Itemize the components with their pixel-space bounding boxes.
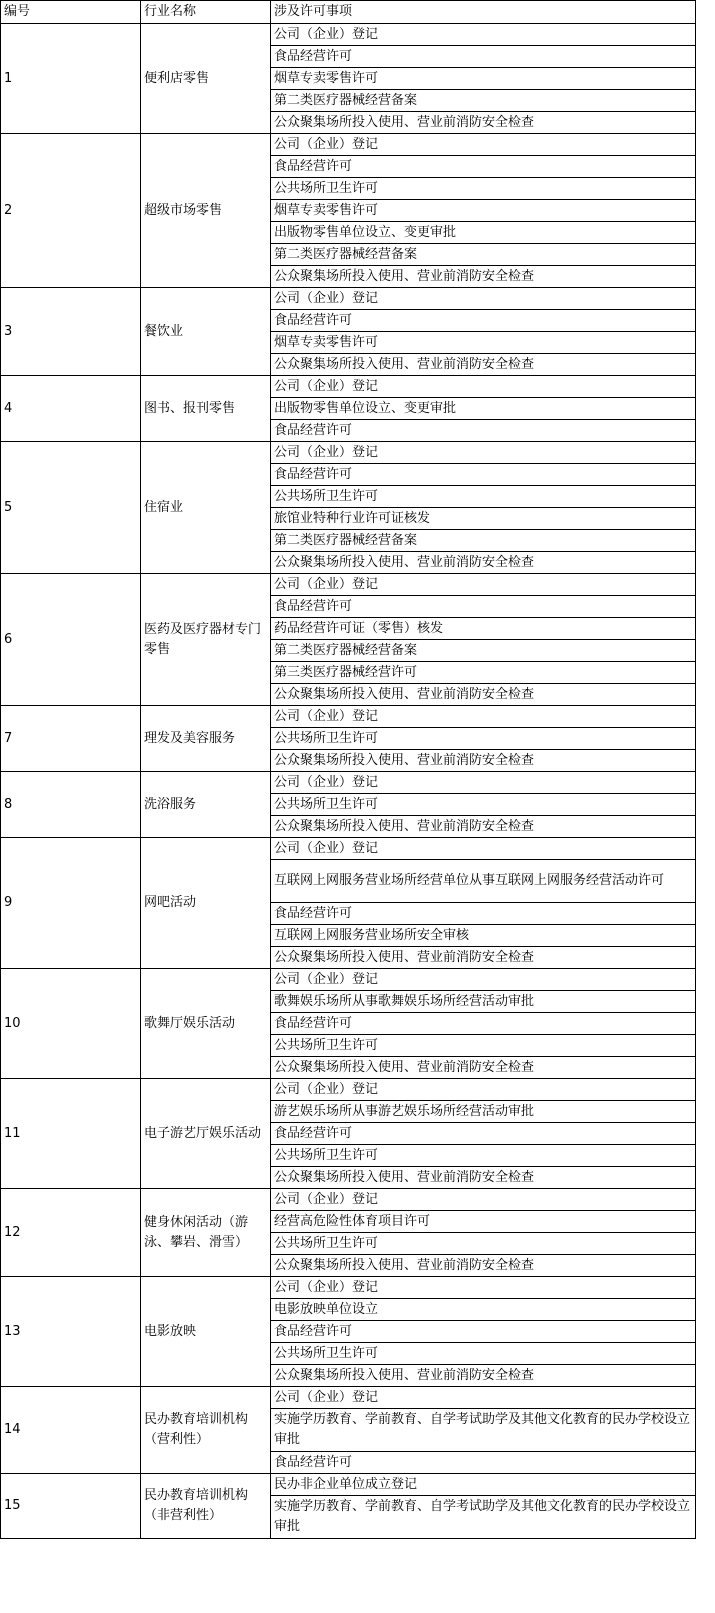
permit-item: 食品经营许可 [271, 156, 696, 178]
row-id: 15 [1, 1474, 141, 1539]
table-row [1, 24, 696, 46]
table-row [1, 1189, 696, 1211]
permit-item: 经营高危险性体育项目许可 [271, 1211, 696, 1233]
permit-item: 药品经营许可证（零售）核发 [271, 618, 696, 640]
permit-item: 公众聚集场所投入使用、营业前消防安全检查 [271, 112, 696, 134]
permit-item: 公众聚集场所投入使用、营业前消防安全检查 [271, 684, 696, 706]
industry-name: 住宿业 [141, 442, 271, 574]
row-id: 10 [1, 969, 141, 1079]
permit-item: 实施学历教育、学前教育、自学考试助学及其他文化教育的民办学校设立审批 [271, 1496, 696, 1539]
table-row [1, 838, 696, 860]
table-row [1, 1474, 696, 1496]
row-id: 9 [1, 838, 141, 969]
permit-item: 食品经营许可 [271, 310, 696, 332]
permit-item: 第二类医疗器械经营备案 [271, 90, 696, 112]
industry-name: 图书、报刊零售 [141, 376, 271, 442]
permit-item: 公众聚集场所投入使用、营业前消防安全检查 [271, 552, 696, 574]
row-id: 5 [1, 442, 141, 574]
permit-item: 烟草专卖零售许可 [271, 68, 696, 90]
industry-name: 歌舞厅娱乐活动 [141, 969, 271, 1079]
header-industry: 行业名称 [141, 1, 271, 24]
permit-item: 公众聚集场所投入使用、营业前消防安全检查 [271, 816, 696, 838]
permit-item: 食品经营许可 [271, 596, 696, 618]
permit-item: 第二类医疗器械经营备案 [271, 640, 696, 662]
permit-item: 烟草专卖零售许可 [271, 332, 696, 354]
table-row [1, 574, 696, 596]
industry-name: 医药及医疗器材专门零售 [141, 574, 271, 706]
permit-item: 公众聚集场所投入使用、营业前消防安全检查 [271, 750, 696, 772]
permit-item: 互联网上网服务营业场所经营单位从事互联网上网服务经营活动许可 [271, 860, 696, 903]
permit-item: 公司（企业）登记 [271, 706, 696, 728]
industry-name: 民办教育培训机构（非营利性） [141, 1474, 271, 1539]
row-id: 14 [1, 1387, 141, 1474]
industry-name: 健身休闲活动（游泳、攀岩、滑雪） [141, 1189, 271, 1277]
permit-item: 公司（企业）登记 [271, 772, 696, 794]
permit-item: 公众聚集场所投入使用、营业前消防安全检查 [271, 947, 696, 969]
permit-item: 公司（企业）登记 [271, 574, 696, 596]
permit-item: 第三类医疗器械经营许可 [271, 662, 696, 684]
table-row [1, 706, 696, 728]
row-id: 12 [1, 1189, 141, 1277]
permit-item: 食品经营许可 [271, 46, 696, 68]
industry-name: 超级市场零售 [141, 134, 271, 288]
permit-item: 互联网上网服务营业场所安全审核 [271, 925, 696, 947]
permit-item: 实施学历教育、学前教育、自学考试助学及其他文化教育的民办学校设立审批 [271, 1409, 696, 1452]
table-row [1, 134, 696, 156]
permit-item: 公共场所卫生许可 [271, 486, 696, 508]
table-row [1, 1079, 696, 1101]
permit-item: 食品经营许可 [271, 903, 696, 925]
row-id: 13 [1, 1277, 141, 1387]
permit-item: 公共场所卫生许可 [271, 794, 696, 816]
permit-item: 公司（企业）登记 [271, 1277, 696, 1299]
permit-item: 民办非企业单位成立登记 [271, 1474, 696, 1496]
table-row [1, 1277, 696, 1299]
permit-item: 食品经营许可 [271, 420, 696, 442]
row-id: 6 [1, 574, 141, 706]
permit-item: 公司（企业）登记 [271, 376, 696, 398]
permit-item: 第二类医疗器械经营备案 [271, 530, 696, 552]
industry-name: 民办教育培训机构（营利性） [141, 1387, 271, 1474]
row-id: 1 [1, 24, 141, 134]
row-id: 3 [1, 288, 141, 376]
industry-name: 电影放映 [141, 1277, 271, 1387]
industry-name: 便利店零售 [141, 24, 271, 134]
permit-item: 公共场所卫生许可 [271, 178, 696, 200]
permit-item: 食品经营许可 [271, 464, 696, 486]
permit-item: 公司（企业）登记 [271, 1387, 696, 1409]
industry-name: 理发及美容服务 [141, 706, 271, 772]
industry-name: 电子游艺厅娱乐活动 [141, 1079, 271, 1189]
row-id: 2 [1, 134, 141, 288]
permit-item: 公共场所卫生许可 [271, 1343, 696, 1365]
permit-item: 公众聚集场所投入使用、营业前消防安全检查 [271, 1365, 696, 1387]
permit-item: 公众聚集场所投入使用、营业前消防安全检查 [271, 354, 696, 376]
permit-item: 公众聚集场所投入使用、营业前消防安全检查 [271, 266, 696, 288]
permit-item: 烟草专卖零售许可 [271, 200, 696, 222]
header-id: 编号 [1, 1, 141, 24]
permit-item: 旅馆业特种行业许可证核发 [271, 508, 696, 530]
permit-item: 公司（企业）登记 [271, 1189, 696, 1211]
permit-item: 游艺娱乐场所从事游艺娱乐场所经营活动审批 [271, 1101, 696, 1123]
permit-item: 公司（企业）登记 [271, 1079, 696, 1101]
permit-item: 公司（企业）登记 [271, 838, 696, 860]
permit-item: 食品经营许可 [271, 1013, 696, 1035]
permit-item: 公司（企业）登记 [271, 442, 696, 464]
permit-item: 公共场所卫生许可 [271, 1035, 696, 1057]
permit-item: 公司（企业）登记 [271, 969, 696, 991]
table-row [1, 772, 696, 794]
table-row [1, 442, 696, 464]
permit-item: 电影放映单位设立 [271, 1299, 696, 1321]
table-row [1, 969, 696, 991]
permit-item: 食品经营许可 [271, 1123, 696, 1145]
header-permits: 涉及许可事项 [271, 1, 696, 24]
permit-item: 公共场所卫生许可 [271, 1233, 696, 1255]
permit-item: 出版物零售单位设立、变更审批 [271, 398, 696, 420]
permit-item: 公司（企业）登记 [271, 288, 696, 310]
industry-name: 洗浴服务 [141, 772, 271, 838]
industry-name: 网吧活动 [141, 838, 271, 969]
permit-item: 公众聚集场所投入使用、营业前消防安全检查 [271, 1167, 696, 1189]
permit-item: 食品经营许可 [271, 1452, 696, 1474]
permit-item: 公众聚集场所投入使用、营业前消防安全检查 [271, 1255, 696, 1277]
industry-name: 餐饮业 [141, 288, 271, 376]
row-id: 4 [1, 376, 141, 442]
row-id: 8 [1, 772, 141, 838]
permit-item: 公众聚集场所投入使用、营业前消防安全检查 [271, 1057, 696, 1079]
permit-item: 公司（企业）登记 [271, 24, 696, 46]
permit-item: 食品经营许可 [271, 1321, 696, 1343]
table-row [1, 288, 696, 310]
permit-item: 出版物零售单位设立、变更审批 [271, 222, 696, 244]
row-id: 7 [1, 706, 141, 772]
table-row [1, 1387, 696, 1409]
permit-item: 第二类医疗器械经营备案 [271, 244, 696, 266]
header-row [1, 1, 696, 24]
permit-item: 公共场所卫生许可 [271, 728, 696, 750]
table-body [1, 24, 696, 1539]
permit-item: 公共场所卫生许可 [271, 1145, 696, 1167]
permit-item: 公司（企业）登记 [271, 134, 696, 156]
permit-item: 歌舞娱乐场所从事歌舞娱乐场所经营活动审批 [271, 991, 696, 1013]
row-id: 11 [1, 1079, 141, 1189]
table-row [1, 376, 696, 398]
